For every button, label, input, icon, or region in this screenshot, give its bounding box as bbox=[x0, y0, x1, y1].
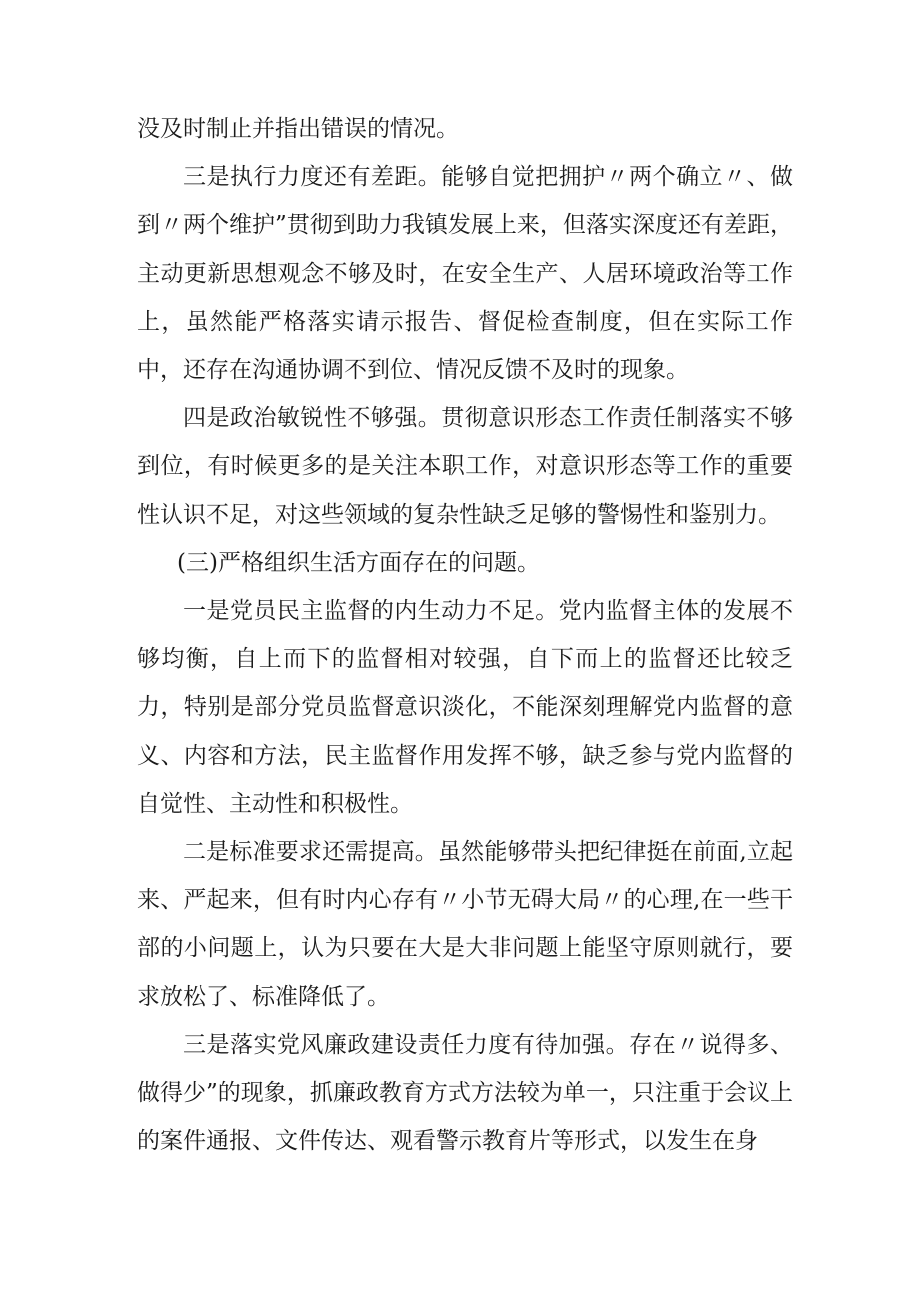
paragraph-continuation: 没及时制止并指出错误的情况。 bbox=[137, 116, 459, 142]
paragraph-execution-gap: 三是执行力度还有差距。能够自觉把拥护〃两个确立〃、做到〃两个维护”贯彻到助力我镇发展上来，但落实深度还有差距，主动更新思想观念不够及时，在安全生产、人居环境政治等工作上，虽然能严格落实请示报告、督促检查制度，但在实际工作中，还存在沟通协调不到位、情况反馈不及时的现象。 bbox=[137, 164, 793, 384]
section-heading-organizational-life: (三)严格组织生活方面存在的问题。 bbox=[177, 549, 540, 576]
paragraph-standards: 二是标准要求还需提高。虽然能够带头把纪律挺在前面,立起来、严起来，但有时内心存有〃小节无碍大局〃的心理,在一些干部的小问题上，认为只要在大是大非问题上能坚守原则就行，要求放松了、标准降低了。 bbox=[137, 839, 793, 1010]
paragraph-political-sensitivity: 四是政治敏锐性不够强。贯彻意识形态工作责任制落实不够到位，有时候更多的是关注本职工作，对意识形态等工作的重要性认识不足，对这些领域的复杂性缺乏足够的警惕性和鉴别力。 bbox=[137, 405, 793, 528]
paragraph-democratic-supervision: 一是党员民主监督的内生动力不足。党内监督主体的发展不够均衡，自上而下的监督相对较强，自下而上的监督还比较乏力，特别是部分党员监督意识淡化，不能深刻理解党内监督的意义、内容和方法，民主监督作用发挥不够，缺乏参与党内监督的自觉性、主动性和积极性。 bbox=[137, 598, 793, 817]
paragraph-integrity-responsibility: 三是落实党风廉政建设责任力度有待加强。存在〃说得多、做得少”的现象，抓廉政教育方式方法较为单一，只注重于会议上的案件通报、文件传达、观看警示教育片等形式，以发生在身 bbox=[137, 1031, 793, 1155]
document-body bbox=[137, 105, 793, 1165]
